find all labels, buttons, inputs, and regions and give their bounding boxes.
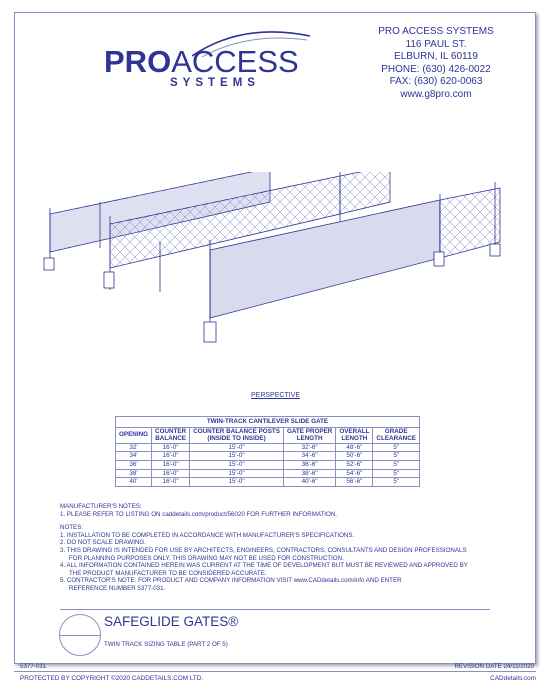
table-row (116, 478, 420, 487)
table-row (116, 443, 420, 452)
table-cell: 32' (116, 443, 152, 452)
company-web[interactable]: www.g8pro.com (400, 88, 472, 100)
table-cell: 5" (373, 469, 420, 478)
general-notes (60, 524, 500, 592)
caddetails-brand[interactable]: CADdetails.com (490, 675, 536, 682)
product-title: SAFEGLIDE GATES® (104, 614, 239, 629)
table-cell: 15'-0" (190, 460, 284, 469)
table-cell: 50'-6" (336, 452, 373, 461)
table-cell: 16'-0" (152, 452, 190, 461)
table-cell: 5" (373, 478, 420, 487)
note-line: FOR PLANNING PURPOSES ONLY. THIS DRAWING MAY NOT BE USED FOR CONSTRUCTION. (69, 554, 344, 562)
table-cell: 38'-6" (283, 469, 335, 478)
table-cell: 5" (373, 443, 420, 452)
notes-heading: NOTES: (60, 524, 84, 532)
table-cell: 34' (116, 452, 152, 461)
table-row (116, 452, 420, 461)
table-cell: 36' (116, 460, 152, 469)
logo-light: ACCESS (171, 44, 299, 79)
company-city: ELBURN, IL 60119 (394, 51, 478, 63)
manufacturer-note-item: 1. PLEASE REFER TO LISTING ON caddetails.com/product/56020 FOR FURTHER INFORMATION. (60, 510, 338, 518)
table-cell: 48'-6" (336, 443, 373, 452)
company-address (366, 26, 506, 102)
table-row (116, 469, 420, 478)
note-line: 4. ALL INFORMATION CONTAINED HEREIN WAS CURRENT AT THE TIME OF DEVELOPMENT BUT MUST BE REVIEWED AND APPROVED BY (60, 562, 468, 570)
logo-wordmark (104, 44, 299, 80)
table-cell: 32'-6" (283, 443, 335, 452)
footer-divider (14, 671, 536, 672)
sizing-table (115, 416, 420, 487)
table-cell: 5" (373, 460, 420, 469)
table-cell: 40'-6" (283, 478, 335, 487)
table-cell: 56'-6" (336, 478, 373, 487)
logo-bold: PRO (104, 44, 172, 79)
col-opening: OPENING (116, 427, 152, 443)
col-gate-proper-length: GATE PROPER LENGTH (283, 427, 335, 443)
table-cell: 15'-0" (190, 478, 284, 487)
company-logo (104, 44, 299, 104)
revision-date: REVISION DATE 24/11/2020 (454, 663, 534, 670)
company-phone: PHONE: (630) 426-0022 (381, 63, 491, 75)
col-counter-balance: COUNTER BALANCE (152, 427, 190, 443)
table-cell: 16'-0" (152, 460, 190, 469)
table-cell: 15'-0" (190, 452, 284, 461)
reference-number: 5377-031 (20, 663, 47, 670)
company-fax: FAX: (630) 620-0063 (389, 76, 483, 88)
col-overall-length: OVERALL LENGTH (336, 427, 373, 443)
table-cell: 15'-0" (190, 469, 284, 478)
table-cell: 52'-6" (336, 460, 373, 469)
table-cell: 54'-6" (336, 469, 373, 478)
table-cell: 5" (373, 452, 420, 461)
company-name: PRO ACCESS SYSTEMS (378, 26, 494, 37)
notes-section (60, 503, 500, 599)
table-cell: 40' (116, 478, 152, 487)
table-row (116, 460, 420, 469)
detail-circle-icon (59, 614, 101, 656)
gate-perspective-drawing (40, 172, 510, 362)
col-counter-balance-posts: COUNTER BALANCE POSTS (INSIDE TO INSIDE) (190, 427, 284, 443)
note-line: REFERENCE NUMBER 5377-031. (69, 584, 166, 592)
table-cell: 16'-0" (152, 443, 190, 452)
drawing-caption: PERSPECTIVE (251, 392, 301, 399)
table-cell: 36'-6" (283, 460, 335, 469)
table-cell: 16'-0" (152, 478, 190, 487)
table-cell: 16'-0" (152, 469, 190, 478)
note-line: 1. INSTALLATION TO BE COMPLETED IN ACCORDANCE WITH MANUFACTURER'S SPECIFICATIONS. (60, 531, 355, 539)
col-grade-clearance: GRADE CLEARANCE (373, 427, 420, 443)
note-line: 5. CONTRACTOR'S NOTE: FOR PRODUCT AND COMPANY INFORMATION VISIT www.CADdetails.com/info AND ENTER (60, 577, 402, 585)
copyright-text: PROTECTED BY COPYRIGHT ©2020 CADDETAILS.COM LTD. (20, 675, 204, 682)
company-street: 116 PAUL ST. (405, 38, 467, 50)
table-cell: 15'-0" (190, 443, 284, 452)
title-divider (60, 609, 490, 610)
product-subtitle: TWIN TRACK SIZING TABLE (PART 2 OF 5) (104, 641, 228, 648)
note-line: THE PRODUCT MANUFACTURER TO BE CONSIDERED ACCURATE. (69, 569, 267, 577)
logo-subtitle: SYSTEMS (170, 77, 260, 89)
manufacturer-notes (60, 503, 500, 518)
table-cell: 38' (116, 469, 152, 478)
manufacturer-notes-heading: MANUFACTURER'S NOTES: (60, 503, 142, 510)
note-line: 2. DO NOT SCALE DRAWING. (60, 539, 146, 547)
table-title: TWIN-TRACK CANTILEVER SLIDE GATE (116, 417, 420, 428)
table-cell: 34'-6" (283, 452, 335, 461)
table-header-row (116, 427, 420, 443)
note-line: 3. THIS DRAWING IS INTENDED FOR USE BY ARCHITECTS, ENGINEERS, CONTRACTORS, CONSULTANTS AND DESIGN PROFESSIONALS (60, 546, 467, 554)
